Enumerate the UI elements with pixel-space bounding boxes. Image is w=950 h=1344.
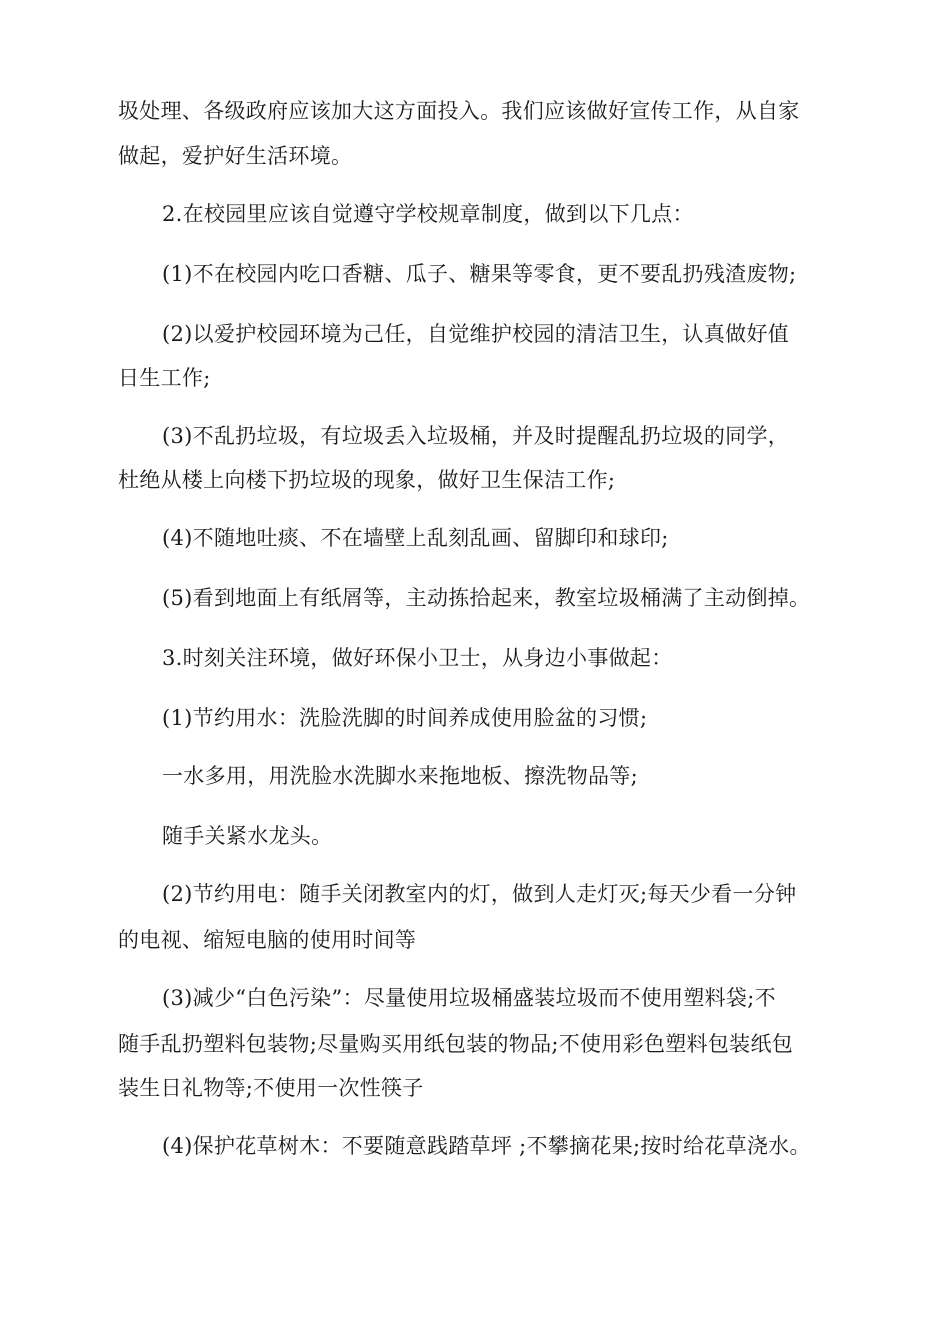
text-line: (1)节约用水：洗脸洗脚的时间养成使用脸盆的习惯; bbox=[162, 706, 648, 730]
text-line: 的电视、缩短电脑的使用时间等 bbox=[118, 928, 417, 952]
text-line: 装生日礼物等;不使用一次性筷子 bbox=[118, 1076, 424, 1100]
text-line: 日生工作; bbox=[118, 366, 211, 390]
text-line: (1)不在校园内吃口香糖、瓜子、糖果等零食，更不要乱扔残渣废物; bbox=[162, 262, 797, 286]
text-line: 随手乱扔塑料包装物;尽量购买用纸包装的物品;不使用彩色塑料包装纸包 bbox=[118, 1032, 794, 1056]
text-line: 做起，爱护好生活环境。 bbox=[118, 144, 353, 168]
text-line: 杜绝从楼上向楼下扔垃圾的现象，做好卫生保洁工作; bbox=[118, 468, 616, 492]
text-line: (3)不乱扔垃圾，有垃圾丢入垃圾桶，并及时提醒乱扔垃圾的同学， bbox=[162, 424, 790, 448]
text-line: 圾处理、各级政府应该加大这方面投入。我们应该做好宣传工作，从自家 bbox=[118, 99, 800, 123]
text-line: 随手关紧水龙头。 bbox=[162, 824, 333, 848]
text-line: (4)保护花草树木：不要随意践踏草坪 ;不攀摘花果;按时给花草浇水。 bbox=[162, 1134, 811, 1158]
text-line: (5)看到地面上有纸屑等，主动拣拾起来，教室垃圾桶满了主动倒掉。 bbox=[162, 586, 811, 610]
text-line: 2.在校园里应该自觉遵守学校规章制度，做到以下几点： bbox=[162, 202, 694, 226]
text-line: (2)以爱护校园环境为己任，自觉维护校园的清洁卫生，认真做好值 bbox=[162, 322, 790, 346]
text-line: (4)不随地吐痰、不在墙壁上乱刻乱画、留脚印和球印; bbox=[162, 526, 669, 550]
text-line: (2)节约用电：随手关闭教室内的灯，做到人走灯灭;每天少看一分钟 bbox=[162, 882, 797, 906]
text-line: (3)减少“白色污染”：尽量使用垃圾桶盛装垃圾而不使用塑料袋;不 bbox=[162, 986, 776, 1010]
text-line: 3.时刻关注环境，做好环保小卫士，从身边小事做起： bbox=[162, 646, 673, 670]
text-line: 一水多用，用洗脸水洗脚水来拖地板、擦洗物品等; bbox=[162, 764, 638, 788]
